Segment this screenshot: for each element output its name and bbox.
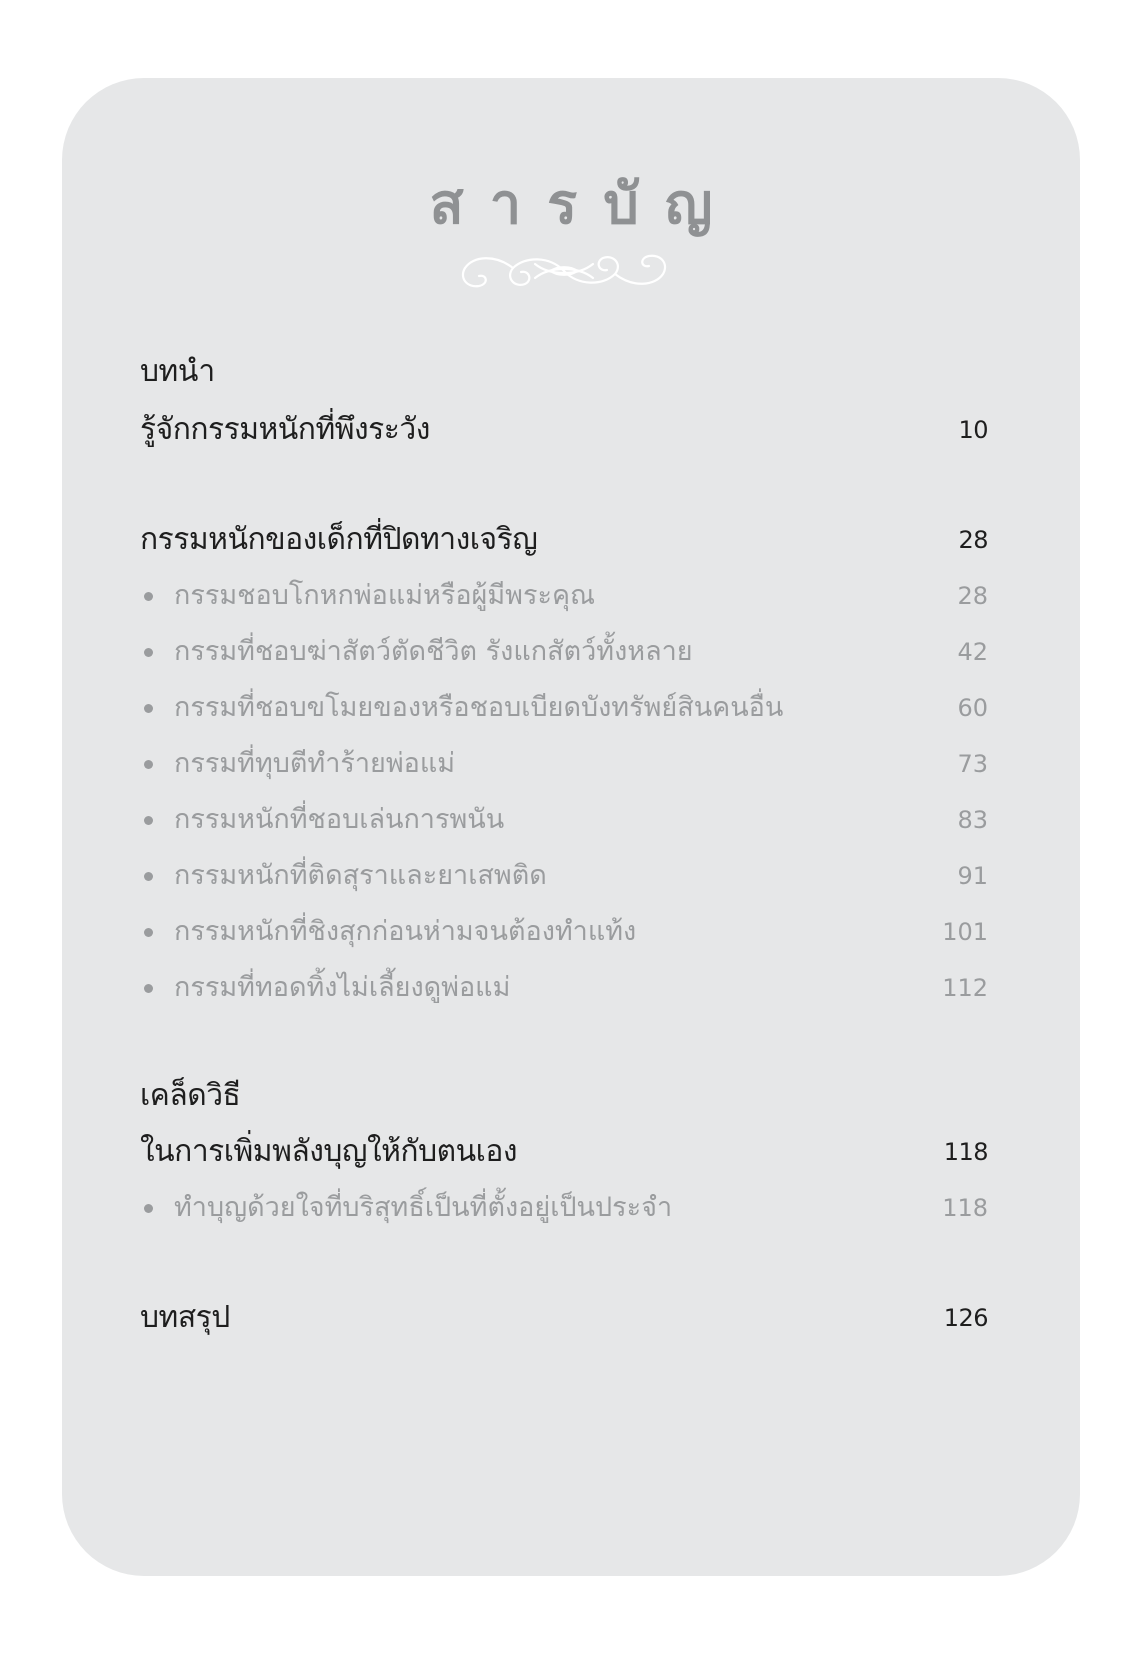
page-number: 91 — [957, 862, 988, 890]
toc-section-heading — [140, 1072, 988, 1120]
page-number: 112 — [942, 974, 988, 1002]
bullet-icon — [144, 648, 153, 657]
toc-item — [140, 740, 988, 788]
page-number: 126 — [943, 1304, 988, 1332]
toc-item — [140, 572, 988, 620]
bullet-icon — [144, 984, 153, 993]
page-number: 83 — [957, 806, 988, 834]
item-title: กรรมหนักที่ชิงสุกก่อนห่ามจนต้องทำแท้ง — [174, 916, 637, 947]
toc-section-heading — [140, 1294, 988, 1342]
item-title: กรรมชอบโกหกพ่อแม่หรือผู้มีพระคุณ — [174, 580, 596, 611]
page-number: 60 — [957, 694, 988, 722]
toc-item — [140, 852, 988, 900]
page-title: สารบัญ — [429, 172, 739, 237]
toc-section-heading — [140, 516, 988, 564]
bullet-icon — [144, 760, 153, 769]
bullet-icon — [144, 592, 153, 601]
flourish-ornament-icon — [455, 246, 673, 296]
section-title: ในการเพิ่มพลังบุญให้กับตนเอง — [140, 1134, 518, 1169]
item-title: ทำบุญด้วยใจที่บริสุทธิ์เป็นที่ตั้งอยู่เป็นประจำ — [174, 1192, 673, 1223]
page-number: 28 — [958, 526, 988, 554]
toc-item — [140, 684, 988, 732]
bullet-icon — [144, 1204, 153, 1213]
toc-section-heading — [140, 406, 988, 454]
toc-item — [140, 908, 988, 956]
toc-item — [140, 628, 988, 676]
section-title: เคล็ดวิธี — [140, 1078, 241, 1113]
bullet-icon — [144, 872, 153, 881]
bullet-icon — [144, 928, 153, 937]
page-number: 10 — [958, 416, 988, 444]
item-title: กรรมหนักที่ชอบเล่นการพนัน — [174, 804, 505, 835]
page-number: 42 — [957, 638, 988, 666]
toc-item — [140, 964, 988, 1012]
item-title: กรรมที่ทอดทิ้งไม่เลี้ยงดูพ่อแม่ — [174, 972, 511, 1003]
section-title: บทสรุป — [140, 1300, 230, 1335]
toc-section-heading — [140, 1128, 988, 1176]
toc-item — [140, 1184, 988, 1232]
item-title: กรรมที่ชอบฆ่าสัตว์ตัดชีวิต รังแกสัตว์ทั้งหลาย — [174, 636, 693, 667]
page-number: 73 — [957, 750, 988, 778]
page-number: 118 — [943, 1138, 988, 1166]
toc-section-heading — [140, 348, 988, 396]
section-title: รู้จักกรรมหนักที่พึงระวัง — [140, 412, 430, 447]
item-title: กรรมที่ทุบตีทำร้ายพ่อแม่ — [174, 748, 456, 779]
page-number: 101 — [942, 918, 988, 946]
page-number: 118 — [942, 1194, 988, 1222]
bullet-icon — [144, 816, 153, 825]
item-title: กรรมหนักที่ติดสุราและยาเสพติด — [174, 860, 547, 891]
page-number: 28 — [957, 582, 988, 610]
item-title: กรรมที่ชอบขโมยของหรือชอบเบียดบังทรัพย์สินคนอื่น — [174, 692, 784, 723]
section-title: กรรมหนักของเด็กที่ปิดทางเจริญ — [140, 522, 538, 557]
bullet-icon — [144, 704, 153, 713]
section-title: บทนำ — [140, 354, 215, 389]
toc-item — [140, 796, 988, 844]
